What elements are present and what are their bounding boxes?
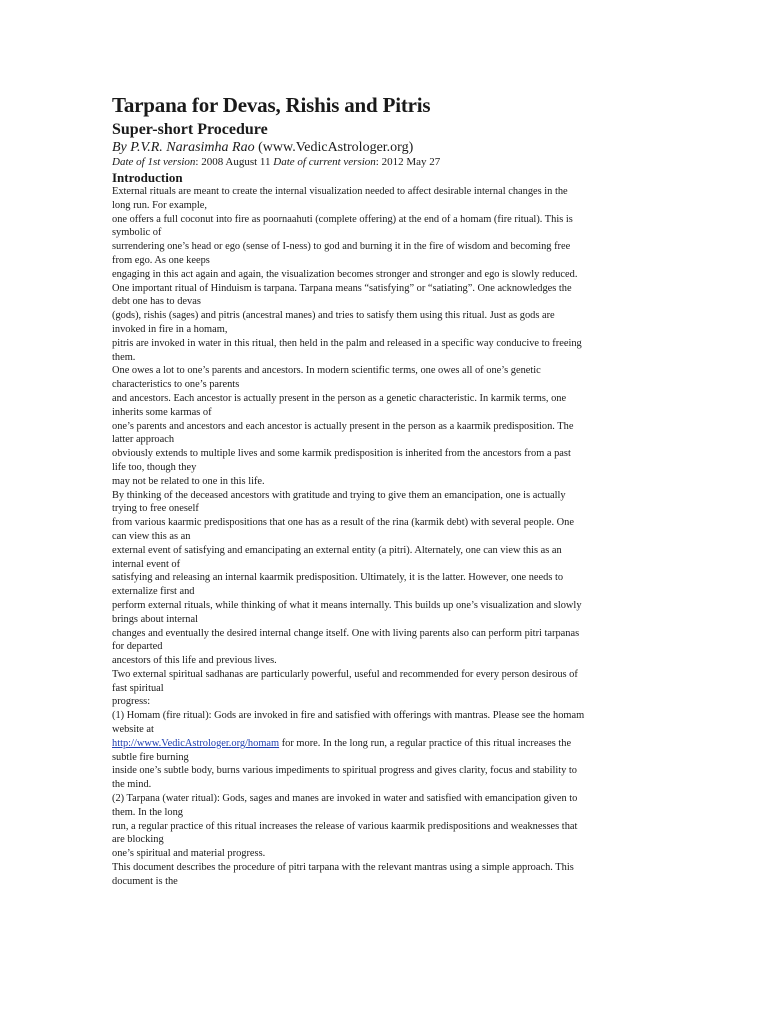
author-byline [112, 140, 658, 156]
body-line: externalize first and [112, 586, 195, 598]
body-line: document is the [112, 875, 178, 887]
body-line: subtle fire burning [112, 751, 189, 763]
body-line: changes and eventually the desired internal change itself. One with living parents also can perform pitri tarpanas [112, 627, 580, 639]
body-lines-continued [112, 751, 658, 889]
body-line: characteristics to one’s parents [112, 379, 240, 391]
body-line: one’s parents and ancestors and each ancestor is actually present in the person as a kaarmik predisposition. The [112, 420, 574, 432]
body-line: run, a regular practice of this ritual increases the release of various kaarmik predispositions and weaknesses that [112, 820, 578, 832]
first-version-label: Date of 1st version [112, 156, 196, 168]
homam-link-line-text: for more. In the long run, a regular practice of this ritual increases the [279, 737, 572, 749]
body-lines [112, 185, 658, 737]
body-line: debt one has to devas [112, 296, 201, 308]
body-line: progress: [112, 696, 151, 708]
body-line: are blocking [112, 834, 164, 846]
section-heading-introduction: Introduction [112, 170, 183, 185]
body-line: from ego. As one keeps [112, 254, 210, 266]
body-line: them. In the long [112, 806, 183, 818]
body-line: (gods), rishis (sages) and pitris (ancestral manes) and tries to satisfy them using this ritual. Just as gods are [112, 310, 555, 322]
current-version-date: : 2012 May 27 [375, 156, 441, 168]
body-line: for departed [112, 641, 163, 653]
body-line: latter approach [112, 434, 175, 446]
document-title: Tarpana for Devas, Rishis and Pitris [112, 93, 431, 117]
body-line: can view this as an [112, 530, 191, 542]
body-line: (1) Homam (fire ritual): Gods are invoked in fire and satisfied with offerings with mantras. Please see the homam [112, 710, 585, 722]
first-version-date: : 2008 August 11 [195, 156, 274, 168]
body-line: perform external rituals, while thinking of what it means internally. This builds up one’s visualization and slowly [112, 599, 582, 611]
body-line: Two external spiritual sadhanas are particularly powerful, useful and recommended for every person desirous of [112, 668, 578, 680]
body-line: External rituals are meant to create the internal visualization needed to affect desirable internal changes in the [112, 186, 568, 197]
body-line: One owes a lot to one’s parents and ancestors. In modern scientific terms, one owes all of one’s genetic [112, 365, 541, 377]
body-line: One important ritual of Hinduism is tarpana. Tarpana means “satisfying” or “satiating”. One acknowledges the [112, 282, 572, 294]
body-line: inside one’s subtle body, burns various impediments to spiritual progress and gives clarity, focus and stability to [112, 765, 578, 777]
body-line: long run. For example, [112, 199, 207, 211]
author-website: (www.VedicAstrologer.org) [254, 140, 414, 155]
body-line: (2) Tarpana (water ritual): Gods, sages and manes are invoked in water and satisfied with emancipation given to [112, 793, 578, 805]
current-version-label: Date of current version [273, 156, 376, 168]
body-line: symbolic of [112, 227, 162, 239]
document-page [112, 92, 658, 889]
homam-website-link[interactable]: http://www.VedicAstrologer.org/homam [112, 737, 280, 749]
body-line: This document describes the procedure of pitri tarpana with the relevant mantras using a simple approach. This [112, 862, 574, 874]
body-line: brings about internal [112, 613, 198, 625]
body-line: By thinking of the deceased ancestors with gratitude and trying to give them an emancipation, one is actually [112, 489, 566, 501]
body-line: them. [112, 351, 136, 363]
body-line: life too, though they [112, 461, 197, 473]
version-dates [112, 156, 658, 169]
introduction-body [112, 185, 658, 889]
body-line: invoked in fire in a homam, [112, 323, 228, 335]
body-line: fast spiritual [112, 682, 164, 694]
body-line: one offers a full coconut into fire as poornaahuti (complete offering) at the end of a homam (fire ritual). This is [112, 213, 573, 225]
body-line: obviously extends to multiple lives and some karmik predisposition is inherited from the ancestors from a past [112, 448, 571, 460]
body-line: one’s spiritual and material progress. [112, 848, 266, 860]
body-line: may not be related to one in this life. [112, 475, 265, 487]
body-line: external event of satisfying and emancipating an external entity (a pitri). Alternately, one can view this as an [112, 544, 562, 556]
homam-link-line [112, 737, 658, 751]
body-line: website at [112, 724, 154, 736]
body-line: from various kaarmic predispositions that one has as a result of the rina (karmik debt) with several people. One [112, 517, 574, 529]
author-name: By P.V.R. Narasimha Rao [112, 140, 255, 155]
body-line: internal event of [112, 558, 181, 570]
body-line: the mind. [112, 779, 152, 791]
body-line: pitris are invoked in water in this ritual, then held in the palm and released in a specific way conducive to freeing [112, 337, 582, 349]
body-line: ancestors of this life and previous lives. [112, 655, 277, 667]
body-line: inherits some karmas of [112, 406, 212, 418]
body-line: surrendering one’s head or ego (sense of I-ness) to god and burning it in the fire of wisdom and becoming free [112, 241, 571, 253]
body-line: trying to free oneself [112, 503, 199, 515]
body-line: satisfying and releasing an internal kaarmik predisposition. Ultimately, it is the latter. However, one needs to [112, 572, 564, 584]
document-subtitle: Super-short Procedure [112, 121, 268, 138]
body-line: and ancestors. Each ancestor is actually present in the person as a genetic characteristic. In karmik terms, one [112, 392, 567, 404]
body-line: engaging in this act again and again, the visualization becomes stronger and stronger and ego is slowly reduced. [112, 268, 578, 280]
